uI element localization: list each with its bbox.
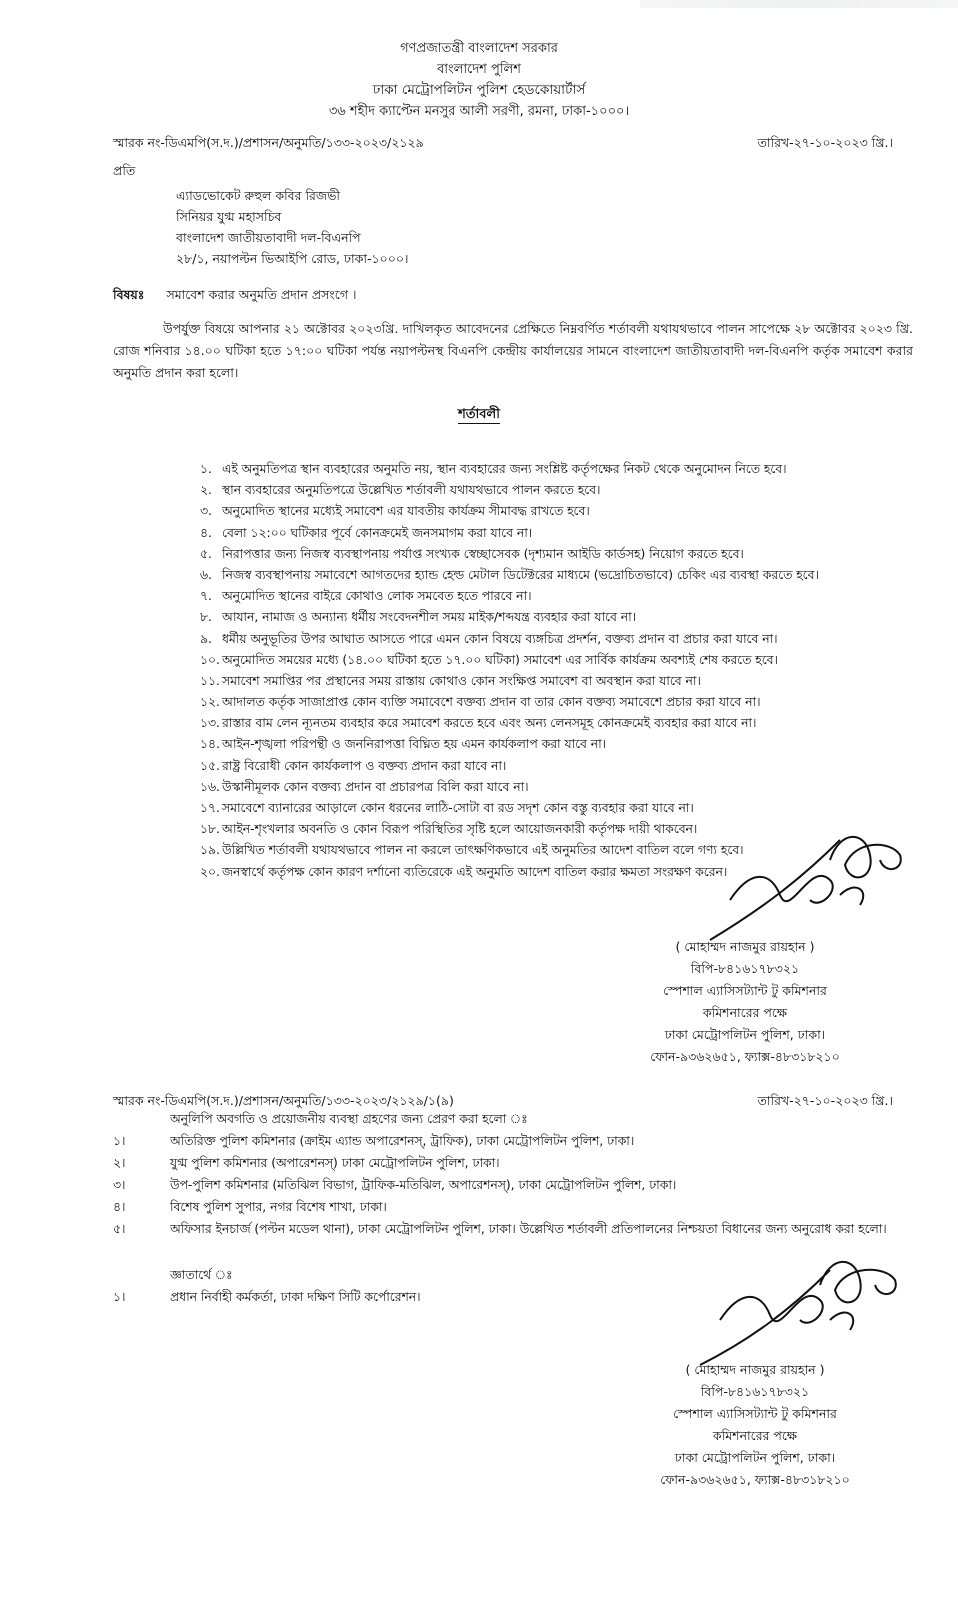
subject-line <box>113 287 356 307</box>
condition-text: স্থান ব্যবহারের অনুমতিপত্রে উল্লেখিত শর্তাবলী যথাযথভাবে পালন করতে হবে। <box>222 483 601 498</box>
copy-item <box>113 1152 890 1174</box>
condition-number: ১৭. <box>200 801 220 815</box>
condition-text: অনুমোদিত স্থানের মধ্যেই সমাবেশ এর যাবতীয় কার্যক্রম সীমাবদ্ধ রাখতে হবে। <box>222 504 590 519</box>
copy-item <box>113 1218 890 1240</box>
signatory-designation: স্পেশাল এ্যাসিসট্যান্ট টু কমিশনার <box>673 1406 837 1421</box>
signatory-name: ( মোহাম্মদ নাজমুর রায়হান ) <box>685 1362 825 1377</box>
condition-item <box>200 692 819 713</box>
condition-text: আদালত কর্তৃক সাজাপ্রাপ্ত কোন ব্যক্তি সমাবেশে বক্তব্য প্রদান বা তার কোন বক্তব্য সমাবেশে প্রচার করা যাবে না। <box>222 695 761 710</box>
copy-item <box>113 1174 890 1196</box>
copy-item-number: ১। <box>113 1290 126 1304</box>
letterhead-address: ৩৬ শহীদ ক্যাপ্টেন মনসুর আলী সরণী, রমনা, ঢাকা-১০০০। <box>328 104 630 119</box>
condition-text: বেলা ১২:০০ ঘটিকার পূর্বে কোনক্রমেই জনসমাগম করা যাবে না। <box>222 525 533 540</box>
condition-text: আইন-শৃঙ্খলা পরিপন্থী ও জননিরাপত্তা বিঘ্নিত হয় এমন কার্যকলাপ করা যাবে না। <box>222 737 607 752</box>
condition-text: নিজস্ব ব্যবস্থাপনায় সমাবেশে আগতদের হ্যান্ড হেল্ড মেটাল ডিটেক্টরের মাধ্যমে (ভদ্রোচিতভাবে) চেকিং এর ব্যবস্থা করতে হবে। <box>222 567 819 582</box>
condition-number: ১৬. <box>200 779 220 794</box>
copy-item-text: বিশেষ পুলিশ সুপার, নগর বিশেষ শাখা, ঢাকা। <box>170 1200 387 1214</box>
condition-number: ১. <box>200 462 212 476</box>
copy-item-number: ১। <box>113 1134 126 1148</box>
condition-number: ১৪. <box>200 737 220 752</box>
condition-item <box>200 523 819 544</box>
condition-number: ৩. <box>200 504 212 519</box>
condition-item <box>200 544 819 565</box>
condition-text: এই অনুমতিপত্র স্থান ব্যবহারের অনুমতি নয়, স্থান ব্যবহারের জন্য সংশ্লিষ্ট কর্তৃপক্ষের নিকট থেকে অনুমোদন নিতে হবে। <box>222 462 787 476</box>
memo-date: তারিখ-২৭-১০-২০২৩ খ্রি.। <box>757 135 893 150</box>
letterhead-dmp-hq: ঢাকা মেট্রোপলিটন পুলিশ হেডকোয়ার্টার্স <box>372 82 586 98</box>
copy-item <box>113 1130 890 1152</box>
condition-item <box>200 650 819 671</box>
condition-item <box>200 629 819 650</box>
condition-item <box>200 586 819 607</box>
condition-item <box>200 501 819 522</box>
condition-text: আইন-শৃংখলার অবনতি ও কোন বিরূপ পরিস্থিতির সৃষ্টি হলে আয়োজনকারী কর্তৃপক্ষ দায়ী থাকবেন। <box>222 822 698 837</box>
copy-list <box>113 1130 890 1240</box>
condition-text: উস্কানীমূলক কোন বক্তব্য প্রদান বা প্রচারপত্র বিলি করা যাবে না। <box>222 779 529 794</box>
copy-item-text: অফিসার ইনচার্জ (পল্টন মডেল থানা), ঢাকা মেট্রোপলিটন পুলিশ, ঢাকা। উল্লেখিত শর্তাবলী প্রতিপালনের নিশ্চয়তা বিধানের জন্য অনুরোধ করা হলো। <box>170 1222 887 1236</box>
condition-item <box>200 671 819 692</box>
signature-block-2 <box>630 1359 880 1491</box>
terms-heading <box>0 405 958 426</box>
recipient-block <box>176 185 409 269</box>
condition-number: ৬. <box>200 567 212 582</box>
signatory-designation: স্পেশাল এ্যাসিসট্যান্ট টু কমিশনার <box>663 983 827 998</box>
condition-item <box>200 756 819 777</box>
condition-number: ১২. <box>200 695 220 710</box>
terms-heading-text: শর্তাবলী <box>458 407 500 422</box>
condition-text: আযান, নামাজ ও অন্যান্য ধর্মীয় সংবেদনশীল সময় মাইক/শব্দযন্ত্র ব্যবহার করা যাবে না। <box>222 610 637 625</box>
letterhead-government: গণপ্রজাতন্ত্রী বাংলাদেশ সরকার <box>400 41 558 56</box>
condition-item <box>200 734 819 755</box>
condition-text: নিরাপত্তার জন্য নিজস্ব ব্যবস্থাপনায় পর্যাপ্ত সংখ্যক স্বেচ্ছাসেবক (দৃশ্যমান আইডি কার্ডসহ) নিয়োগ করতে হবে। <box>222 546 744 561</box>
copy-item-text: যুগ্ম পুলিশ কমিশনার (অপারেশনস্‌) ঢাকা মেট্রোপলিটন পুলিশ, ঢাকা। <box>170 1156 500 1170</box>
condition-item <box>200 480 819 501</box>
condition-number: ৫. <box>200 546 212 561</box>
condition-item <box>200 607 819 628</box>
copy-item-number: ৪। <box>113 1200 126 1214</box>
condition-text: রাস্তার বাম লেন ন্যূনতম ব্যবহার করে সমাবেশ করতে হবে এবং অন্য লেনসমূহ কোনক্রমেই ব্যবহার করা যাবে না। <box>222 716 757 731</box>
condition-number: ৭. <box>200 589 212 604</box>
signatory-office: ঢাকা মেট্রোপলিটন পুলিশ, ঢাকা। <box>664 1027 826 1042</box>
condition-item <box>200 777 819 798</box>
copy-item-text: উপ-পুলিশ কমিশনার (মতিঝিল বিভাগ, ট্রাফিক-মতিঝিল, অপারেশনস্‌), ঢাকা মেট্রোপলিটন পুলিশ, ঢাকা। <box>170 1178 677 1192</box>
condition-number: ৮. <box>200 610 212 625</box>
condition-number: ১৯. <box>200 843 220 858</box>
condition-number: ১১. <box>200 673 220 688</box>
copy-item-number: ৩। <box>113 1178 126 1192</box>
condition-number: ৯. <box>200 631 212 646</box>
signatory-contact: ফোন-৯৩৬২৬৫১, ফ্যাক্স-৪৮৩১৮২১০ <box>660 1472 850 1487</box>
info-label: জ্ঞাতার্থে ঃ <box>170 1268 233 1282</box>
copy-item-number: ২। <box>113 1156 126 1170</box>
scan-edge-smear <box>640 0 958 8</box>
condition-text: সমাবেশ সমাপ্তির পর প্রস্থানের সময় রাস্তায় কোথাও কোন সংক্ষিপ্ত সমাবেশ বা অবস্থান করা যাবে না। <box>222 673 701 688</box>
condition-number: ২. <box>200 483 212 498</box>
condition-item <box>200 565 819 586</box>
condition-text: জনস্বার্থে কর্তৃপক্ষ কোন কারণ দর্শানো ব্যতিরেকে এই অনুমতি আদেশ বাতিল করার ক্ষমতা সংরক্ষণ করেন। <box>222 864 728 879</box>
copy-item-text: অতিরিক্ত পুলিশ কমিশনার (ক্রাইম এ্যান্ড অপারেশনস্‌, ট্রাফিক), ঢাকা মেট্রোপলিটন পুলিশ, ঢাকা। <box>170 1134 635 1148</box>
copy-memo-reference: স্মারক নং-ডিএমপি(স.দ.)/প্রশাসন/অনুমতি/১৩৩-২০২৩/২১২৯/১(৯) <box>113 1093 454 1108</box>
copy-memo-date: তারিখ-২৭-১০-২০২৩ খ্রি.। <box>757 1093 893 1108</box>
signature-block-1 <box>620 936 870 1068</box>
recipient-prefix: প্রতি <box>113 163 136 178</box>
condition-number: ১৩. <box>200 716 220 731</box>
condition-text: অনুমোদিত সময়ের মধ্যে (১৪.০০ ঘটিকা হতে ১৭.০০ ঘটিকা) সমাবেশ এর সার্বিক কার্যক্রম অবশ্যই শেষ করতে হবে। <box>222 652 778 667</box>
signatory-contact: ফোন-৯৩৬২৬৫১, ফ্যাক্স-৪৮৩১৮২১০ <box>650 1049 840 1064</box>
copy-item-number: ৫। <box>113 1222 126 1236</box>
body-paragraph: উপর্যুক্ত বিষয়ে আপনার ২১ অক্টোবর ২০২৩খ্রি. দাখিলকৃত আবেদনের প্রেক্ষিতে নিম্নবর্ণিত শর্তাবলী যথাযথভাবে পালন সাপেক্ষে ২৮ অক্টোবর ২০২৩ খ্রি. রোজ শনিবার ১৪.০০ ঘটিকা হতে ১৭:০০ ঘটিকা পর্যন্ত নয়াপল্টনস্থ বিএনপি কেন্দ্রীয় কার্যালয়ের সামনে বাংলাদেশ জাতীয়তাবাদী দল-বিএনপি কর্তৃক সমাবেশ করার অনুমতি প্রদান করা হলো। <box>113 321 913 380</box>
signatory-office: ঢাকা মেট্রোপলিটন পুলিশ, ঢাকা। <box>674 1450 836 1465</box>
condition-text: অনুমোদিত স্থানের বাইরে কোথাও লোক সমবেত হতে পারবে না। <box>222 589 532 604</box>
letterhead <box>0 38 958 122</box>
condition-number: ১০. <box>200 652 220 667</box>
memo-reference: স্মারক নং-ডিএমপি(স.দ.)/প্রশাসন/অনুমতি/১৩৩-২০২৩/২১২৯ <box>113 135 424 150</box>
signatory-on-behalf: কমিশনারের পক্ষে <box>712 1428 798 1443</box>
condition-number: ১৮. <box>200 822 220 837</box>
copy-intro: অনুলিপি অবগতি ও প্রয়োজনীয় ব্যবস্থা গ্রহণের জন্য প্রেরণ করা হলো ঃ <box>170 1112 528 1126</box>
condition-number: ১৫. <box>200 758 220 773</box>
condition-text: সমাবেশে ব্যানারের আড়ালে কোন ধরনের লাঠি-সোটা বা রড সদৃশ কোন বস্তু ব্যবহার করা যাবে না। <box>222 801 694 815</box>
memo-row <box>113 135 893 155</box>
condition-number: ২০. <box>200 864 220 879</box>
condition-item <box>200 459 819 480</box>
copy-item <box>113 1196 890 1218</box>
condition-text: উল্লিখিত শর্তাবলী যথাযথভাবে পালন না করলে তাৎক্ষণিকভাবে এই অনুমতির আদেশ বাতিল বলে গণ্য হবে। <box>222 843 744 858</box>
condition-item <box>200 713 819 734</box>
condition-text: ধর্মীয় অনুভূতির উপর আঘাত আসতে পারে এমন কোন বিষয়ে ব্যঙ্গচিত্র প্রদর্শন, বক্তব্য প্রদান বা প্রচার করা যাবে না। <box>222 631 778 646</box>
condition-text: রাষ্ট্র বিরোধী কোন কার্যকলাপ ও বক্তব্য প্রদান করা যাবে না। <box>222 758 507 773</box>
signature-2-image <box>690 1240 920 1370</box>
recipient-title: সিনিয়র যুগ্ম মহাসচিব <box>176 209 282 224</box>
letterhead-police: বাংলাদেশ পুলিশ <box>437 62 521 77</box>
signatory-name: ( মোহাম্মদ নাজমুর রায়হান ) <box>675 939 815 954</box>
signatory-bp: বিপি-৮৪১৬১৭৮৩২১ <box>690 961 800 976</box>
recipient-org: বাংলাদেশ জাতীয়তাবাদী দল-বিএনপি <box>176 230 361 245</box>
subject-text: সমাবেশ করার অনুমতি প্রদান প্রসংগে । <box>166 287 357 302</box>
recipient-name: এ্যাডভোকেট রুহুল কবির রিজভী <box>176 188 340 203</box>
signatory-on-behalf: কমিশনারের পক্ষে <box>702 1005 788 1020</box>
condition-number: ৪. <box>200 525 212 540</box>
subject-label: বিষয়ঃ <box>113 287 145 302</box>
signatory-bp: বিপি-৮৪১৬১৭৮৩২১ <box>700 1384 810 1399</box>
copy-item-text: প্রধান নির্বাহী কর্মকর্তা, ঢাকা দক্ষিণ সিটি কর্পোরেশন। <box>170 1290 421 1304</box>
recipient-address: ২৮/১, নয়াপল্টন ভিআইপি রোড, ঢাকা-১০০০। <box>176 251 409 266</box>
